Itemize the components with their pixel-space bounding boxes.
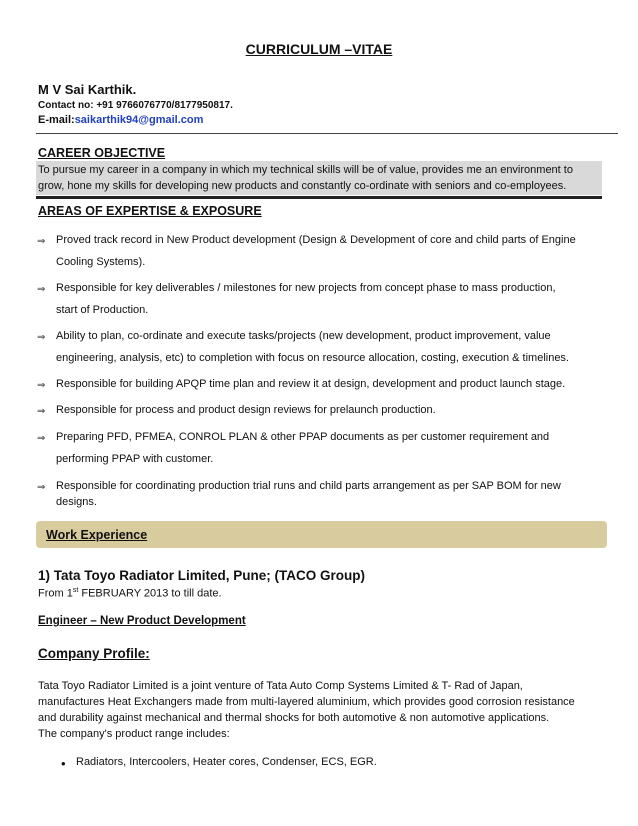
- job-dates-prefix: From 1: [38, 587, 73, 600]
- expertise-heading: AREAS OF EXPERTISE & EXPOSURE: [38, 204, 262, 218]
- expertise-item-5: Responsible for process and product design reviews for prelaunch production.: [56, 404, 436, 416]
- arrow-bullet-icon: ⇒: [37, 482, 46, 493]
- arrow-bullet-icon: ⇒: [37, 332, 46, 343]
- company-profile-line-4: The company's product range includes:: [38, 728, 230, 740]
- arrow-bullet-icon: ⇒: [37, 236, 46, 247]
- expertise-item-2-line-2: start of Production.: [56, 304, 149, 316]
- email-line: [38, 114, 203, 126]
- expertise-item-2-line-1: Responsible for key deliverables / milestones for new projects from concept phase to mass production,: [56, 282, 556, 294]
- objective-line-1: To pursue my career in a company in which my technical skills will be of value, provides me an environment to: [38, 164, 573, 176]
- arrow-bullet-icon: ⇒: [37, 380, 46, 391]
- job-title: 1) Tata Toyo Radiator Limited, Pune; (TACO Group): [38, 568, 365, 583]
- email-label: E-mail:: [38, 114, 75, 126]
- arrow-bullet-icon: ⇒: [37, 406, 46, 417]
- job-dates-suffix: FEBRUARY 2013 to till date.: [78, 587, 222, 600]
- expertise-item-3-line-1: Ability to plan, co-ordinate and execute tasks/projects (new development, product improvement, value: [56, 330, 551, 342]
- header-divider: [36, 133, 618, 134]
- job-dates: [38, 587, 222, 600]
- arrow-bullet-icon: ⇒: [37, 284, 46, 295]
- expertise-item-3-line-2: engineering, analysis, etc) to completion with focus on resource allocation, costing, execution & timelines.: [56, 352, 569, 364]
- objective-line-2: grow, hone my skills for developing new products and constantly co-ordinate with seniors and co-employees.: [38, 180, 567, 192]
- career-objective-heading: CAREER OBJECTIVE: [38, 146, 166, 160]
- job-role: Engineer – New Product Development: [38, 615, 246, 627]
- product-range-item: Radiators, Intercoolers, Heater cores, Condenser, ECS, EGR.: [76, 756, 377, 768]
- expertise-item-6-line-1: Preparing PFD, PFMEA, CONROL PLAN & other PPAP documents as per customer requirement and: [56, 431, 550, 443]
- expertise-item-7-line-1: Responsible for coordinating production trial runs and child parts arrangement as per SAP BOM for new: [56, 480, 561, 492]
- job-dates-sup: st: [72, 587, 79, 594]
- company-profile-line-2: manufactures Heat Exchangers made from multi-layered aluminium, which provides good corrosion resistance: [38, 696, 575, 708]
- objective-divider: [36, 196, 602, 199]
- expertise-item-4: Responsible for building APQP time plan and review it at design, development and product launch stage.: [56, 378, 566, 390]
- expertise-item-1-line-2: Cooling Systems).: [56, 256, 146, 268]
- company-profile-line-1: Tata Toyo Radiator Limited is a joint venture of Tata Auto Comp Systems Limited & T- Rad of Japan,: [38, 680, 523, 692]
- document-title: CURRICULUM –VITAE: [245, 41, 393, 57]
- work-experience-heading: Work Experience: [46, 528, 148, 542]
- expertise-item-7-line-2: designs.: [56, 496, 97, 508]
- email-link[interactable]: saikarthik94@gmail.com: [74, 114, 204, 126]
- company-profile-heading: Company Profile:: [38, 646, 150, 661]
- contact-number: Contact no: +91 9766076770/8177950817.: [38, 100, 233, 111]
- bullet-dot-icon: •: [61, 756, 66, 771]
- arrow-bullet-icon: ⇒: [37, 433, 46, 444]
- expertise-item-1-line-1: Proved track record in New Product development (Design & Development of core and child parts of Engine: [56, 234, 576, 246]
- company-profile-line-3: and durability against mechanical and thermal shocks for both automotive & non automotive applications.: [38, 712, 550, 724]
- candidate-name: M V Sai Karthik.: [38, 82, 137, 97]
- expertise-item-6-line-2: performing PPAP with customer.: [56, 453, 214, 465]
